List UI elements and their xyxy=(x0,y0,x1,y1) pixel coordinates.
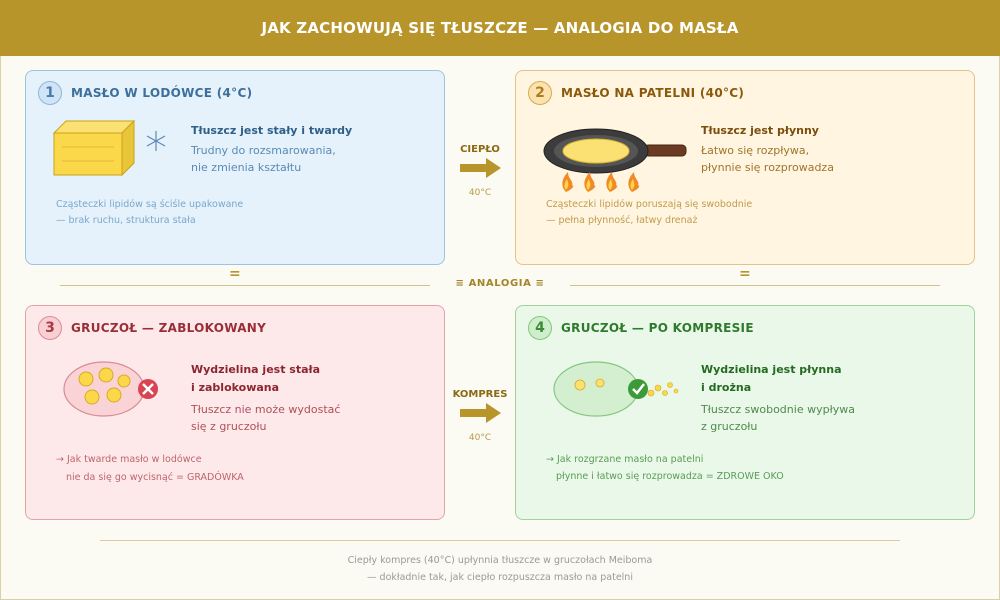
arrow-label: KOMPRES xyxy=(452,389,508,400)
right-arrow-icon xyxy=(458,158,502,178)
sub-text-1: Łatwo się rozpływa, xyxy=(701,144,810,157)
sub-text-1: Trudny do rozsmarowania, xyxy=(191,144,336,157)
card-title: GRUCZOŁ — ZABLOKOWANY xyxy=(71,321,267,335)
note-line-1: → Jak rozgrzane masło na patelni xyxy=(546,454,704,465)
arrow-label: CIEPŁO xyxy=(460,144,500,155)
note-line-1: Cząsteczki lipidów są ściśle upakowane xyxy=(56,199,244,210)
card-title: GRUCZOŁ — PO KOMPRESIE xyxy=(561,321,754,335)
note-line-2: — brak ruchu, struktura stała xyxy=(56,215,196,226)
equals-sign-right: = xyxy=(739,266,751,282)
sub-text-2: płynnie się rozprowadza xyxy=(701,161,834,174)
arrow-temperature: 40°C xyxy=(468,433,492,443)
step-number: 4 xyxy=(528,316,552,340)
divider-line-right xyxy=(570,285,940,286)
card-gland-after-compress xyxy=(515,305,975,520)
divider-line-left xyxy=(60,285,430,286)
frying-pan-icon xyxy=(544,126,719,196)
equals-sign-left: = xyxy=(229,266,241,282)
main-text-1: Tłuszcz jest płynny xyxy=(701,124,819,137)
main-text-1: Tłuszcz jest stały i twardy xyxy=(191,124,353,137)
card-butter-fridge xyxy=(25,70,445,265)
footer-caption xyxy=(0,552,1000,586)
sub-text-1: Tłuszcz swobodnie wypływa xyxy=(701,403,855,416)
analogy-label: ≡ ANALOGIA ≡ xyxy=(455,278,545,289)
step-number: 1 xyxy=(38,81,62,105)
note-line-1: → Jak twarde masło w lodówce xyxy=(56,454,202,465)
main-text-2: i zablokowana xyxy=(191,381,280,394)
main-text-1: Wydzielina jest stała xyxy=(191,363,321,376)
step-number: 2 xyxy=(528,81,552,105)
card-title: MASŁO W LODÓWCE (4°C) xyxy=(71,86,253,100)
blocked-gland-icon xyxy=(64,361,164,421)
step-number: 3 xyxy=(38,316,62,340)
footer-line-2: — dokładnie tak, jak ciepło rozpuszcza masło na patelni xyxy=(367,572,633,583)
sub-text-2: nie zmienia kształtu xyxy=(191,161,302,174)
butter-block-icon xyxy=(54,121,174,181)
note-line-2: płynne i łatwo się rozprowadza = ZDROWE OKO xyxy=(556,471,784,482)
footer-divider xyxy=(100,540,900,541)
page-title: JAK ZACHOWUJĄ SIĘ TŁUSZCZE — ANALOGIA DO MASŁA xyxy=(261,19,739,37)
arrow-temperature: 40°C xyxy=(468,188,492,198)
sub-text-2: z gruczołu xyxy=(701,420,758,433)
main-text-1: Wydzielina jest płynna xyxy=(701,363,842,376)
note-line-1: Cząsteczki lipidów poruszają się swobodnie xyxy=(546,199,753,210)
sub-text-2: się z gruczołu xyxy=(191,420,267,433)
sub-text-1: Tłuszcz nie może wydostać xyxy=(191,403,341,416)
open-gland-icon xyxy=(554,361,694,421)
note-line-2: — pełna płynność, łatwy drenaż xyxy=(546,215,698,226)
compress-arrow xyxy=(448,389,512,443)
card-butter-pan xyxy=(515,70,975,265)
note-line-2: nie da się go wycisnąć = GRADÓWKA xyxy=(66,472,244,483)
heat-arrow xyxy=(450,144,510,198)
card-gland-blocked xyxy=(25,305,445,520)
card-title: MASŁO NA PATELNI (40°C) xyxy=(561,86,745,100)
main-text-2: i drożna xyxy=(701,381,752,394)
header-bar xyxy=(0,0,1000,56)
right-arrow-icon xyxy=(458,403,502,423)
footer-line-1: Ciepły kompres (40°C) upłynnia tłuszcze w gruczołach Meiboma xyxy=(347,555,653,566)
